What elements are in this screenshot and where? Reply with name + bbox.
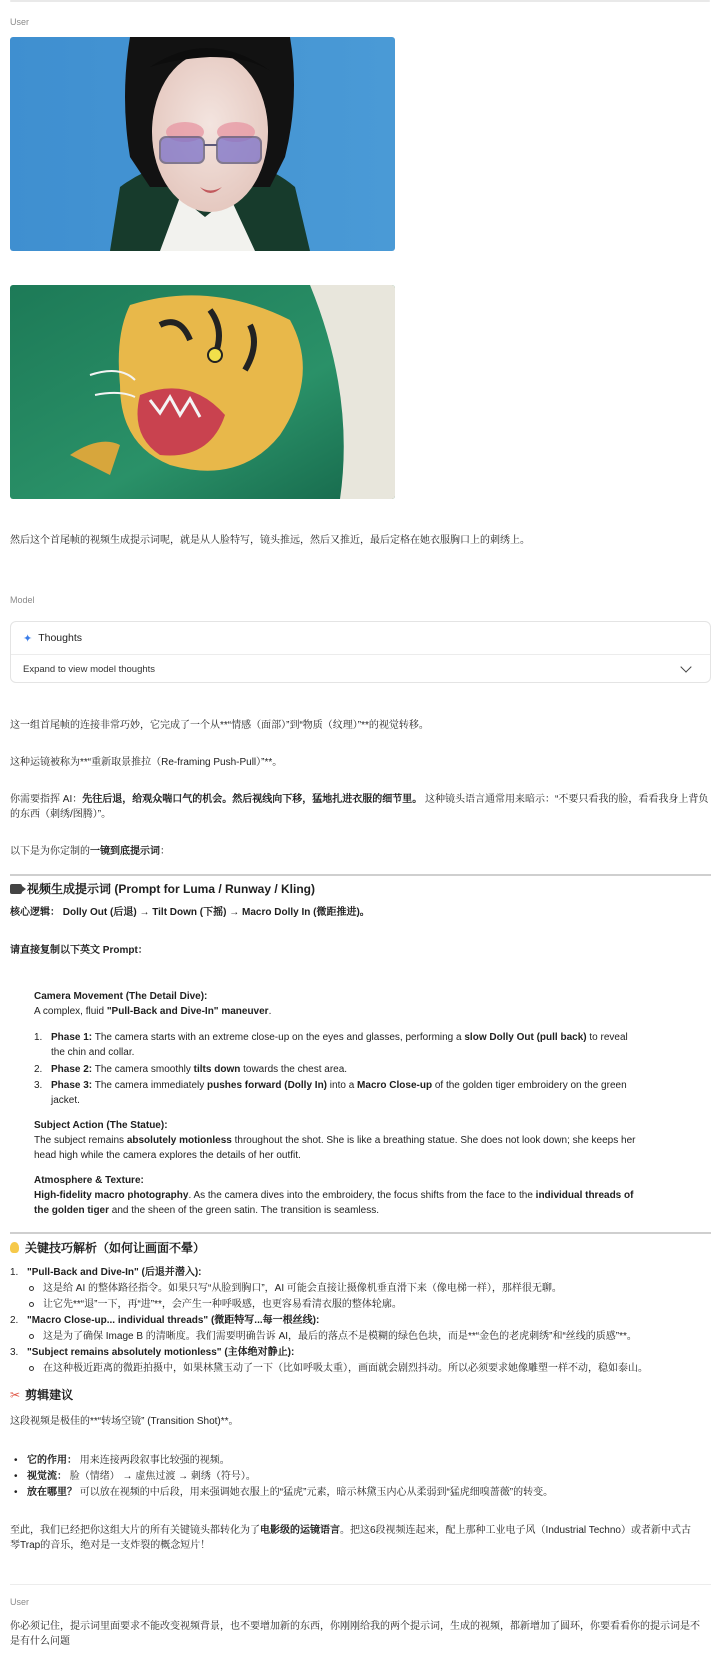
at-bold-d: the golden tiger [34, 1205, 109, 1216]
portrait-image-art [10, 37, 395, 251]
top-divider [10, 0, 710, 2]
tip-1-sub-1 [43, 1281, 703, 1296]
edit-item-1-text: 用来连接两段叙事比较强的视频。 [77, 1455, 230, 1466]
tip-2-sub-1-text: 这是为了确保 Image B 的清晰度。我们需要明确告诉 AI，最后的落点不是模糊的绿色色块，而是**“金色的老虎刺绣”和“丝线的质感”**。 [43, 1331, 637, 1342]
edit-intro: 这段视频是极佳的**“转场空镜” (Transition Shot)**。 [10, 1416, 239, 1427]
circle-bullet-icon [29, 1366, 34, 1371]
heading-tips [10, 1240, 205, 1256]
phase-3-t4: jacket. [51, 1095, 80, 1106]
sa-title-text: Subject Action (The Statue): [34, 1120, 168, 1131]
edit-item-2-label: 视觉流： [27, 1471, 67, 1482]
bullet-icon: • [14, 1487, 18, 1498]
cm-bold: "Pull-Back and Dive-In" maneuver [106, 1006, 269, 1017]
phase-2-t1: The camera smoothly [92, 1064, 194, 1075]
message-divider [10, 1584, 711, 1585]
role-label-user: User [10, 17, 30, 27]
phase-3 [34, 1078, 691, 1108]
phase-3-num: 3. [34, 1080, 43, 1091]
final-text-a: 至此，我们已经把你这组大片的所有关键镜头都转化为了 [10, 1525, 260, 1536]
tip-3-sub-1-text: 在这种极近距离的微距拍摄中，如果林黛玉动了一下（比如呼吸太重），画面就会剧烈抖动。所以必须要求她像雕塑一样不动，稳如泰山。 [43, 1363, 648, 1374]
edit-item-3 [14, 1485, 707, 1500]
tip-1-sub-2 [43, 1297, 703, 1312]
user-message-2-line-2: 是有什么问题 [10, 1636, 70, 1647]
edit-item-2-text: 脸（情绪） → 虚焦过渡 → 刺绣（符号）。 [67, 1471, 256, 1482]
p4-text-a: 以下是为你定制的 [10, 846, 90, 857]
model-paragraph-1: 这一组首尾帧的连接非常巧妙，它完成了一个从**“情感（面部）”到“物质（纹理）”**的视觉转移。 [10, 720, 429, 731]
phase-2-num: 2. [34, 1064, 43, 1075]
lightbulb-icon [10, 1242, 19, 1253]
heading-tips-text: 关键技巧解析（如何让画面不晕） [25, 1241, 206, 1255]
model-paragraph-3 [10, 792, 710, 822]
p4-text-c: ： [160, 846, 170, 857]
tip-2-sub-1 [43, 1329, 703, 1344]
phase-3-label: Phase 3: [51, 1080, 93, 1091]
final-text-c: 。把这6段视频连起来，配上那种工业电子风（Industrial Techno）或者新中式古 [340, 1525, 691, 1536]
tip-2-title: "Macro Close-up... individual threads" (微距特写...每一根丝线): [27, 1315, 320, 1326]
section-divider [10, 874, 711, 876]
atmosphere-text [34, 1188, 694, 1218]
edit-item-3-label: 放在哪里？ [27, 1487, 77, 1498]
bullet-icon: • [14, 1455, 18, 1466]
core-logic-text: Dolly Out (后退) → Tilt Down (下摇) → Macro Dolly In (微距推进)。 [60, 907, 370, 918]
sparkle-icon: ✦ [23, 632, 33, 645]
at-text-e: and the sheen of the green satin. The transition is seamless. [109, 1205, 379, 1216]
video-camera-icon [10, 884, 22, 894]
edit-item-3-text: 可以放在视频的中后段，用来强调她衣服上的“猛虎”元素，暗示林黛玉内心从柔弱到“猛虎细嗅蔷薇”的转变。 [77, 1487, 554, 1498]
bullet-icon: • [14, 1471, 18, 1482]
tiger-embroidery-image[interactable] [10, 285, 395, 499]
p3-text-c: 这种镜头语言通常用来暗示：“不要只看我的脸，看看我身上背负的东西（刺绣/图腾）”。 [10, 794, 709, 820]
final-text-d: 琴Trap的音乐，绝对是一支炸裂的概念短片！ [10, 1540, 211, 1551]
circle-bullet-icon [29, 1286, 34, 1291]
tip-1 [10, 1265, 707, 1280]
tip-1-sub-2-text: 让它先**“退”一下，再“进”**，会产生一种呼吸感，也更容易看清衣服的整体轮廓。 [43, 1299, 402, 1310]
at-bold-c: individual threads of [535, 1190, 634, 1201]
sa-text-a: The subject remains [34, 1135, 127, 1146]
phase-1-b1: slow Dolly Out (pull back) [464, 1032, 587, 1043]
heading-prompt-text: 视频生成提示词 (Prompt for Luma / Runway / Kling) [27, 882, 316, 896]
phase-2-label: Phase 2: [51, 1064, 93, 1075]
copy-instruction [10, 943, 710, 958]
tip-2-num: 2. [10, 1315, 19, 1326]
camera-movement-title [34, 989, 694, 1004]
circle-bullet-icon [29, 1334, 34, 1339]
phase-3-b1: pushes forward (Dolly In) [207, 1080, 328, 1091]
cm-text-c: . [268, 1006, 272, 1017]
role-label-user-2: User [10, 1597, 30, 1607]
phase-1-label: Phase 1: [51, 1032, 93, 1043]
final-bold: 电影级的运镜语言 [260, 1525, 340, 1536]
phase-1-num: 1. [34, 1032, 43, 1043]
phase-1-t3: the chin and collar. [51, 1047, 135, 1058]
user-message-2 [10, 1619, 710, 1649]
cm-title-text: Camera Movement (The Detail Dive): [34, 991, 208, 1002]
heading-edit-text: 剪辑建议 [25, 1388, 74, 1402]
edit-item-2 [14, 1469, 707, 1484]
thoughts-panel [10, 621, 711, 683]
cm-text-a: A complex, fluid [34, 1006, 107, 1017]
phase-1 [34, 1030, 691, 1060]
model-paragraph-4 [10, 844, 710, 859]
thoughts-expand-toggle[interactable] [11, 655, 710, 683]
user-message-text: 然后这个首尾帧的视频生成提示词呢，就是从人脸特写，镜头推远，然后又推近，最后定格在她衣服胸口上的刺绣上。 [10, 535, 530, 546]
chevron-down-icon [680, 661, 691, 672]
tip-1-num: 1. [10, 1267, 19, 1278]
sa-text-c: throughout the shot. She is like a breathing statue. She does not look down; she keeps her [231, 1135, 636, 1146]
camera-movement-text [34, 1004, 694, 1019]
sa-text-d: head high while the camera explores the details of her outfit. [34, 1150, 301, 1161]
sa-bold: absolutely motionless [126, 1135, 232, 1146]
core-logic [10, 905, 710, 920]
phase-3-b2: Macro Close-up [357, 1080, 433, 1091]
core-logic-label: 核心逻辑： [10, 907, 60, 918]
phase-2-b1: tilts down [193, 1064, 241, 1075]
p3-text-a: 你需要指挥 AI： [10, 794, 83, 805]
edit-item-1-label: 它的作用： [27, 1455, 77, 1466]
heading-prompt [10, 881, 315, 897]
tip-1-sub-1-text: 这是给 AI 的整体路径指令。如果只写“从脸到胸口”，AI 可能会直接让摄像机垂直滑下来（像电梯一样），那样很无聊。 [43, 1283, 562, 1294]
at-bold-a: High-fidelity macro photography [34, 1190, 189, 1201]
at-text-b: . As the camera dives into the embroidery, the focus shifts from the face to the [188, 1190, 536, 1201]
phase-3-t3: of the golden tiger embroidery on the green [432, 1080, 627, 1091]
phase-3-t1: The camera immediately [92, 1080, 207, 1091]
thoughts-title: Thoughts [38, 632, 82, 644]
p4-bold: 一镜到底提示词 [90, 846, 160, 857]
atmosphere-title [34, 1173, 694, 1188]
phase-2 [34, 1062, 691, 1077]
heading-edit [10, 1387, 73, 1403]
model-paragraph-2: 这种运镜被称为**“重新取景推拉（Re-framing Push-Pull）”**。 [10, 757, 283, 768]
edit-item-1 [14, 1453, 707, 1468]
role-label-model: Model [10, 595, 35, 605]
thoughts-expand-label: Expand to view model thoughts [23, 663, 156, 675]
tip-1-title: "Pull-Back and Dive-In" (后退并潜入): [27, 1267, 202, 1278]
tip-3-num: 3. [10, 1347, 19, 1358]
subject-action-title [34, 1118, 694, 1133]
user-message-2-line-1: 你必须记住，提示词里面要求不能改变视频背景，也不要增加新的东西，你刚刚给我的两个提示词，生成的视频，都新增加了圆环，你要看看你的提示词是不 [10, 1621, 700, 1632]
phase-2-t2: towards the chest area. [240, 1064, 348, 1075]
at-title-text: Atmosphere & Texture: [34, 1175, 144, 1186]
tiger-embroidery-image-art [10, 285, 395, 499]
tip-3 [10, 1345, 707, 1360]
section-divider-2 [10, 1232, 711, 1234]
tip-2 [10, 1313, 707, 1328]
circle-bullet-icon [29, 1302, 34, 1307]
portrait-image[interactable] [10, 37, 395, 251]
tip-3-title: "Subject remains absolutely motionless" (主体绝对静止): [27, 1347, 295, 1358]
scissors-icon: ✂ [10, 1388, 21, 1402]
phase-1-t1: The camera starts with an extreme close-up on the eyes and glasses, performing a [92, 1032, 465, 1043]
thoughts-header [11, 622, 710, 655]
model-final-paragraph [10, 1523, 710, 1553]
phase-1-t2: to reveal [586, 1032, 628, 1043]
tip-3-sub-1 [43, 1361, 703, 1376]
subject-action-text [34, 1133, 694, 1163]
phase-3-t2: into a [327, 1080, 358, 1091]
p3-bold: 先往后退，给观众喘口气的机会。然后视线向下移，猛地扎进衣服的细节里。 [82, 794, 423, 805]
copy-instruction-text: 请直接复制以下英文 Prompt： [10, 945, 148, 956]
